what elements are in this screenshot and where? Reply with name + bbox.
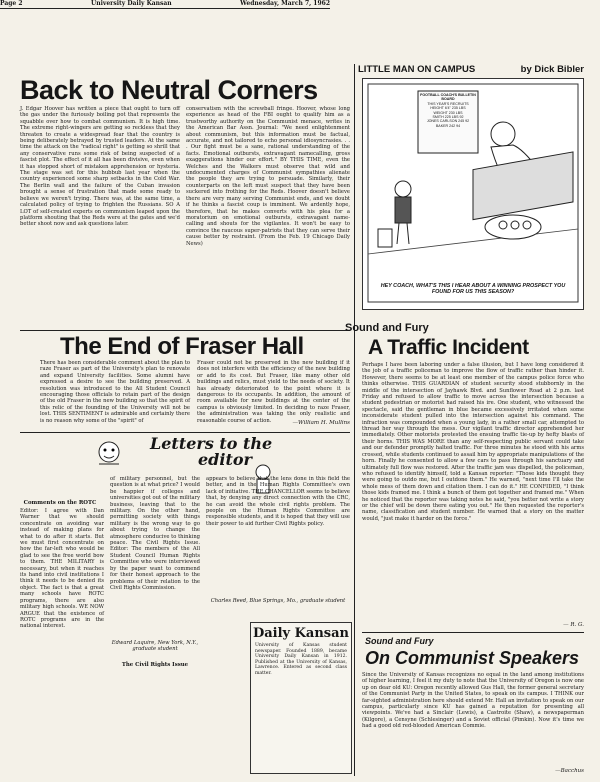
bulletin-board-line: WEIGHT 230 LBS: [433, 110, 463, 115]
paper-name: University Daily Kansan: [91, 0, 172, 7]
headline-communist-speakers: On Communist Speakers: [365, 648, 580, 668]
letters-title-line1: Letters to the: [150, 434, 273, 453]
column-divider: [354, 64, 355, 776]
kansan-box-text: University of Kansas student newspaper. Founded 1889, became University Daily Kansan in 1912. Published at the University of Kansas, Lawrence. Entered as second class matter.: [255, 643, 347, 676]
neutral-col2: conservatism with the screwball fringe. Hoover, whose long experience as head of the FBI ought to qualify him as a trustworthy authority on the Communist menace, writes in the American Bar Assn. Journal: "We need enlightenment about communism, but this information must be factual, accurate, and not tailored to echo personal idiosyncrasies. . . . Our fight must be a sane, rational understanding of the facts. Emotional outbursts, extravagant namecalling, gross exaggerations hinder our effort." BY THIS TIME, even the Welches and the Walkers must observe that wild and undocumented charges of Communist sympathies alienate the people they are trying to persuade. Similarly, their counterparts on the left must suspect that they have been suckered into frothing for the Reds. Hoover doesn't believe there are very many serving Communist ends, and we doubt if he thinks a fascist coup is imminent. We ardently hope, therefore, that he makes converts with his plea for a moratorium on emotional outbursts, extravagant name-calling and shouts for the vigilantes. It won't be easy to convince the raucous super-patriots that they can serve their cause better by restraint. (From the Feb. 19 Chicago Daily News): [186, 106, 350, 247]
comic-caption: HEY COACH, WHAT'S THIS I HEAR ABOUT A WINNING PROSPECT YOU FOUND FOR US THIS SEASON?: [380, 283, 566, 295]
communist-body: Since the University of Kansas recognizes no equal in the land among institutions of higher learning, I feel it my duty to note that the University of Oregon is now one up on dear old KU: Oregon recently allowed Gus Hall, the former general secretary of the Communist Party in the United States, to speak on its campus. I THINK our far-sighted administration here should extend Mr. Hall an invitation to speak on our campus, particularly since KU has gained a reputation for presenting all viewpoints. We've had a Sinclair (Lewis), a Castroite (Shaw), a newspaperman (Kilgore), a Censyne (Schlesinger) and a Soviet official (Pimkin). Now it's time we had a good old red-blooded American Commie.: [362, 672, 584, 730]
letters-cartoon-left: [84, 436, 134, 472]
comic-title: LITTLE MAN ON CAMPUS: [358, 64, 476, 75]
kansan-box-title: Daily Kansan: [252, 626, 350, 641]
fraser-col1: There has been considerable comment about the plan to raze Fraser as part of the University's plan to renovate and expand University facilities. Some alumni have expressed a desire to see the building preserved. A resolution was introduced to the All Student Council encouraging those officials to retain part of the design of the old Fraser in the new building so that the spirit of this relic of the founding of the University will not be lost. THIS SENTIMENT is admirable and certainly there is no reason why some of the "spirit" of: [40, 360, 190, 424]
comic-header: [358, 64, 584, 75]
letters-col1: Editor: I agree with Dan Warner that we should concentrate on avoiding war instead of making plans for what to do after it starts. But we must first concentrate on how the far-left who would be glad to see the free world bow to them. THE MILITARY is necessary, but when it reaches its hand into civil institutions I think it needs to be denied its object. The fact is that a great many schools have ROTC programs, there are also military high schools. WE NOW ARGUE that the existence of ROTC programs are in the national interest.: [20, 508, 104, 630]
headline-traffic-incident: A Traffic Incident: [368, 336, 529, 359]
issue-date: Wednesday, March 7, 1962: [240, 0, 330, 7]
letters-title-line2: editor: [198, 450, 252, 469]
traffic-signature: — R. G.: [563, 622, 584, 628]
bulletin-board-line: THIS YEAR'S RECRUITS: [427, 101, 469, 106]
letters-col2: of military personnel, but the question is at what price? I would be happier if colleges and universities got out of the military business, leaving that to the military. On the other hand, permitting society with things military is the wrong way to go about trying to change the atmosphere conducive to thinking peace. The Civil Rights Issue. Editor: The members of the All Student Council Human Rights Committee who were interviewed by the paper want to commend for their honest approach to the problems of their relation to the Civil Rights Commission.: [110, 476, 200, 591]
letters-col2-signature: Edward Laquire, New York, N.Y., graduate student: [111, 640, 199, 652]
masthead: [0, 0, 330, 9]
divider: [20, 330, 350, 331]
communist-signature: —Bacchus: [555, 768, 584, 774]
divider: [20, 432, 350, 433]
traffic-section-label: Sound and Fury: [345, 322, 429, 334]
bulletin-board-line: SMITH 225 LBS 92: [432, 115, 464, 120]
page-number: Page 2: [0, 0, 23, 7]
headline-fraser-hall: The End of Fraser Hall: [60, 333, 304, 360]
letters-col3: appears to believe that the lens done in this field the better, and in the Human Rights Committee's own lack of initiative. THE CHANCELLOR seems to believe that, by denying any direct connection with the CRC, he can avoid the whole civil rights problem. The people on the Human Rights Committee are responsible students, and it is hoped that they will use their power to aid further Civil Rights policy.: [206, 476, 350, 527]
letters-col2-subhead: The Civil Rights Issue: [121, 662, 189, 668]
fraser-col2: Fraser could not be preserved in the new building if it does not interfere with the efficiency of the new building or add to its cost. But Fraser, like many other old buildings and relics, must yield to the needs of society. It has already deteriorated to the point where it is dangerous to its occupants. In addition, the amount of room available for new buildings at the center of the campus is obviously limited. In deciding to raze Fraser, the administration was taking the only realistic and reasonable course of action.: [197, 360, 350, 424]
letters-col1-head: Comments on the ROTC: [23, 500, 97, 506]
neutral-col1: J. Edgar Hoover has written a piece that ought to turn off the gas under the furiously boiling pot that represents the squabble over how to combat communism. It is high time. The extreme right-wingers are getting so reckless that they threaten to create a widespread fear that the country is being deliberately betrayed by trusted leaders. At the same time the attack on the "radical right" is getting so shrill that any conservative runs some risk of being suspected of a fascist plot. The effect of it all has been divisive, even when it has stopped short of mistaken apprehension or hysteria. The stage was set for this hubbub last year when the country experienced some sharp setbacks in the Cold War. The Berlin wall and the failure of the Cuban invasion brought a sense of frustration that made some ready to believe we weren't trying. There was, at the same time, a calculated policy of trying to frighten the Russians. SO A LOT of self-created experts on communism leaped upon the platform shouting that the Reds were at the gates and we'd better shoot now and ask questions later.: [20, 106, 180, 228]
bulletin-board-line: BAKER 242 94: [435, 123, 461, 128]
headline-neutral-corners: Back to Neutral Corners: [20, 75, 318, 105]
divider: [362, 632, 584, 633]
comic-byline: by Dick Bibler: [520, 64, 584, 75]
comic-panel: [362, 78, 584, 310]
bulletin-board: [420, 93, 476, 128]
letters-col3-signature: Charles Reed, Blue Springs, Mo., graduate student: [210, 598, 346, 604]
communist-section-label: Sound and Fury: [365, 636, 434, 646]
bulletin-board-line: JONES CARLSON 245 92: [426, 119, 470, 124]
traffic-body: Perhaps I have been laboring under a false illusion, but I have long considered it the job of a traffic policeman to improve the flow of traffic rather than hinder it. However, there seems to be at least one member of the campus police force who thinks otherwise. THIS GUARDIAN of student security stood stubbornly in the middle of the intersection of Jayhawk Blvd. and Sunflower Road at 2 p.m. last Friday and refused to allow traffic to move across the intersection because a student pedestrian or motorist had raised his ire. One student, who witnessed the spectacle, said the gentleman in blue became excessively irritated when some inconsiderate student pulled into the intersection against his command. The infraction was compounded when a young lady, in a rather small car, attempted to thread her way through the mess. Our vigilant traffic director apprehended her immediately. Other motorists protested the ensuing traffic tie-up by hefty blasts of their horns. THIS WAS MORE than any self-respecting public servant could take and our defender promptly halted traffic. For three minutes he stood with his arms crossed, while students continued to assail him by appropriate manipulations of the horn. Finally he consented to allow a few cars to pass through his sanctuary and ultimately full flow was restored. After the traffic jam was dispelled, the policeman, who refused to identify himself, told a Kansan reporter: "Those kids thought they were going to outdo me, but I outdone them." He warned, "next time I'll take the whole mess of them down and citation them. I can do it." HE CONFIDED, "I think those kids framed me. I think a bunch of them got together and framed me." When he noticed that the reporter was taking notes he said, "you better not write a story or the chief will be down there eating you out." He then requested the reporter's name, classification and student number. He warned that a story on the matter would, "just make it harder on the force.": [362, 362, 584, 522]
pencil-figure-icon: [84, 436, 134, 472]
fraser-signature: —William H. Mullins: [292, 420, 350, 426]
bulletin-board-line: HEIGHT 6'4" 235 LBS: [430, 106, 466, 111]
bulletin-board-title: FOOTBALL COACH'S BULLETIN BOARD: [420, 93, 476, 102]
kansan-info-box: [250, 622, 352, 774]
